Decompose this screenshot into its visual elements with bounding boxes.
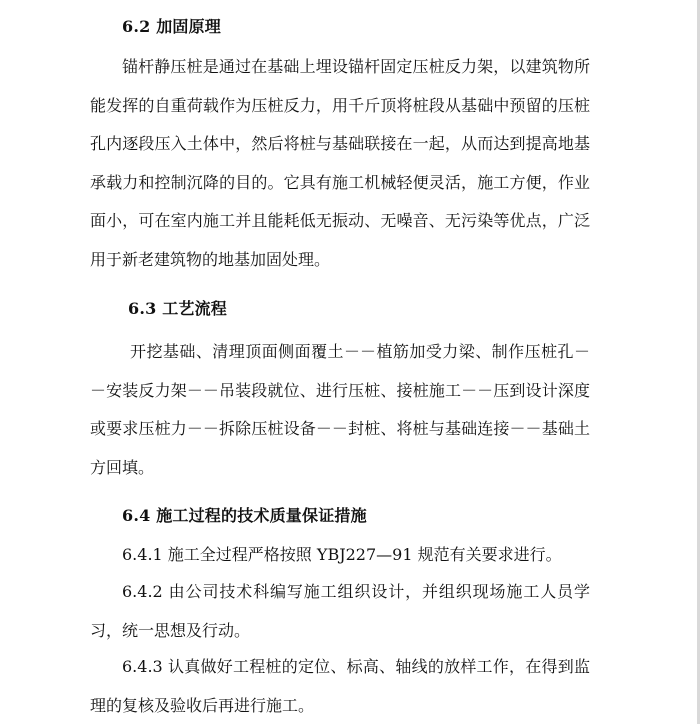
section-heading-6-2: 6.2 加固原理 [122, 17, 222, 36]
list-item-6-4-1: 6.4.1 施工全过程严格按照 YBJ227—91 规范有关要求进行。 [122, 545, 562, 564]
list-item-6-4-2: 6.4.2 由公司技术科编写施工组织设计，并组织现场施工人员学习，统一思想及行动。 [90, 582, 590, 640]
section-heading-6-3: 6.3 工艺流程 [128, 299, 228, 318]
list-item-6-4-3: 6.4.3 认真做好工程桩的定位、标高、轴线的放样工作，在得到监理的复核及验收后再进行施工。 [90, 657, 590, 715]
section-heading-6-4: 6.4 施工过程的技术质量保证措施 [122, 506, 367, 525]
paragraph-reinforcement-principle: 锚杆静压桩是通过在基础上埋设锚杆固定压桩反力架，以建筑物所能发挥的自重荷载作为压桩反力，用千斤顶将桩段从基础中预留的压桩孔内逐段压入土体中，然后将桩与基础联接在一起，从而达到提高地基承载力和控制沉降的目的。它具有施工机械轻便灵活，施工方便，作业面小，可在室内施工并且能耗低无振动、无噪音、无污染等优点，广泛用于新老建筑物的地基加固处理。 [90, 57, 590, 269]
paragraph-process-flow: 开挖基础、清理顶面侧面覆土－－植筋加受力梁、制作压桩孔－－安装反力架－－吊装段就位、进行压桩、接桩施工－－压到设计深度或要求压桩力－－拆除压桩设备－－封桩、将桩与基础连接－－基础土方回填。 [90, 342, 590, 477]
